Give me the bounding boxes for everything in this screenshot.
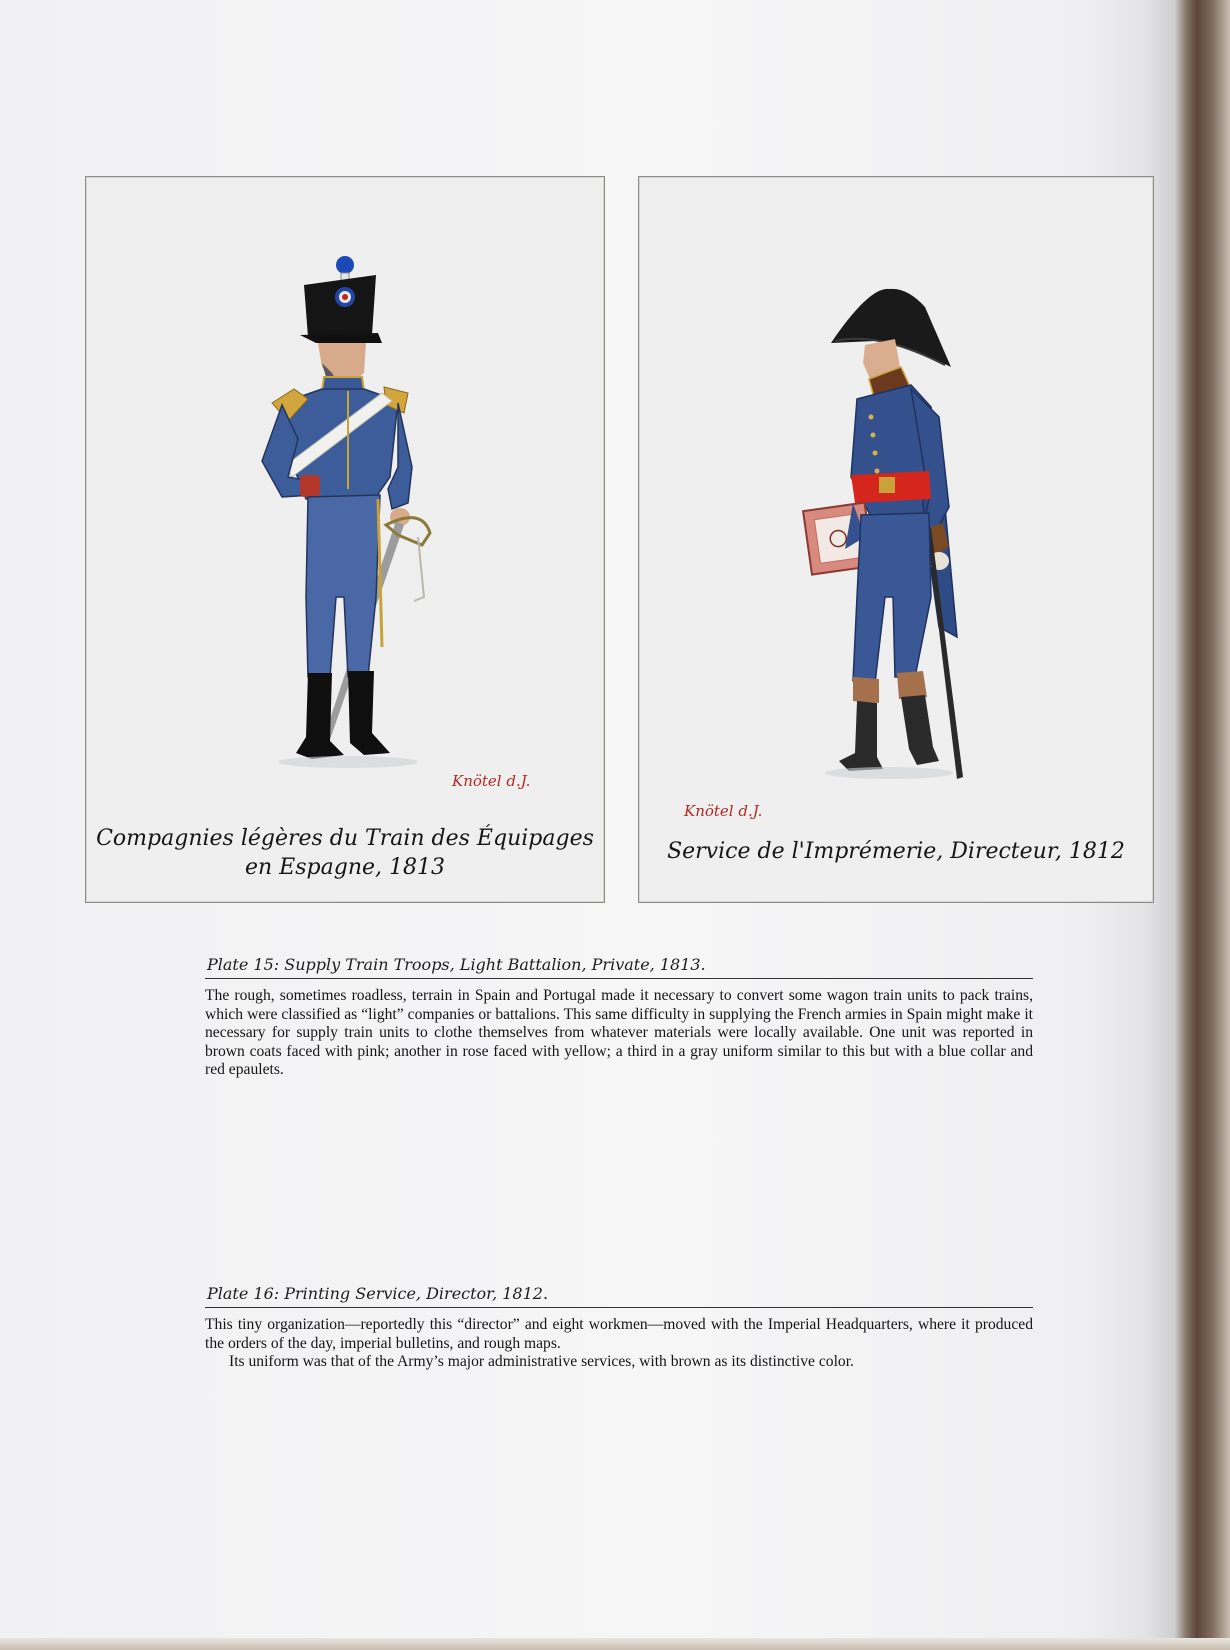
- plate-15-title: Plate 15: Supply Train Troops, Light Battalion, Private, 1813.: [205, 955, 1033, 979]
- plate-15-caption-line-2: en Espagne, 1813: [245, 855, 445, 880]
- plate-15-description: [205, 955, 1033, 1080]
- artist-signature: Knötel d.J.: [452, 772, 531, 790]
- artist-signature: Knötel d.J.: [684, 802, 763, 820]
- plate-15-body: [205, 987, 1033, 1080]
- plate-16-paragraph-2: Its uniform was that of the Army’s major administrative services, with brown as its distinctive color.: [229, 1353, 854, 1370]
- supply-train-private-figure: [86, 177, 604, 902]
- printing-service-director-figure: [639, 177, 1153, 902]
- plate-15-paragraph: The rough, sometimes roadless, terrain in Spain and Portugal made it necessary to convert some wagon train units to pack trains, which were classified as “light” companies or battalions. This same difficulty in supplying the French armies in Spain might make it necessary for supply train units to clothe themselves from whatever materials were locally available. One unit was reported in brown coats faced with pink; another in rose faced with yellow; a third in a gray uniform similar to this but with a blue collar and red epaulets.: [205, 987, 1033, 1078]
- plate-16-body: [205, 1316, 1033, 1372]
- plate-15-caption-line-1: Compagnies légères du Train des Équipages: [96, 826, 594, 851]
- plate-15-french-caption: [86, 824, 604, 882]
- plate-16-caption-line-1: Service de l'Imprémerie, Directeur, 1812: [667, 839, 1125, 864]
- plate-16-paragraph-1: This tiny organization—reportedly this “director” and eight workmen—moved with the Imperial Headquarters, where it produced the orders of the day, imperial bulletins, and rough maps.: [205, 1316, 1033, 1352]
- plate-16-illustration: [638, 176, 1154, 903]
- plate-15-illustration: [85, 176, 605, 903]
- plate-16-title: Plate 16: Printing Service, Director, 1812.: [205, 1284, 1033, 1308]
- plate-16-description: [205, 1284, 1033, 1372]
- plate-16-french-caption: [639, 837, 1153, 866]
- page-bottom-edge: [0, 1638, 1230, 1650]
